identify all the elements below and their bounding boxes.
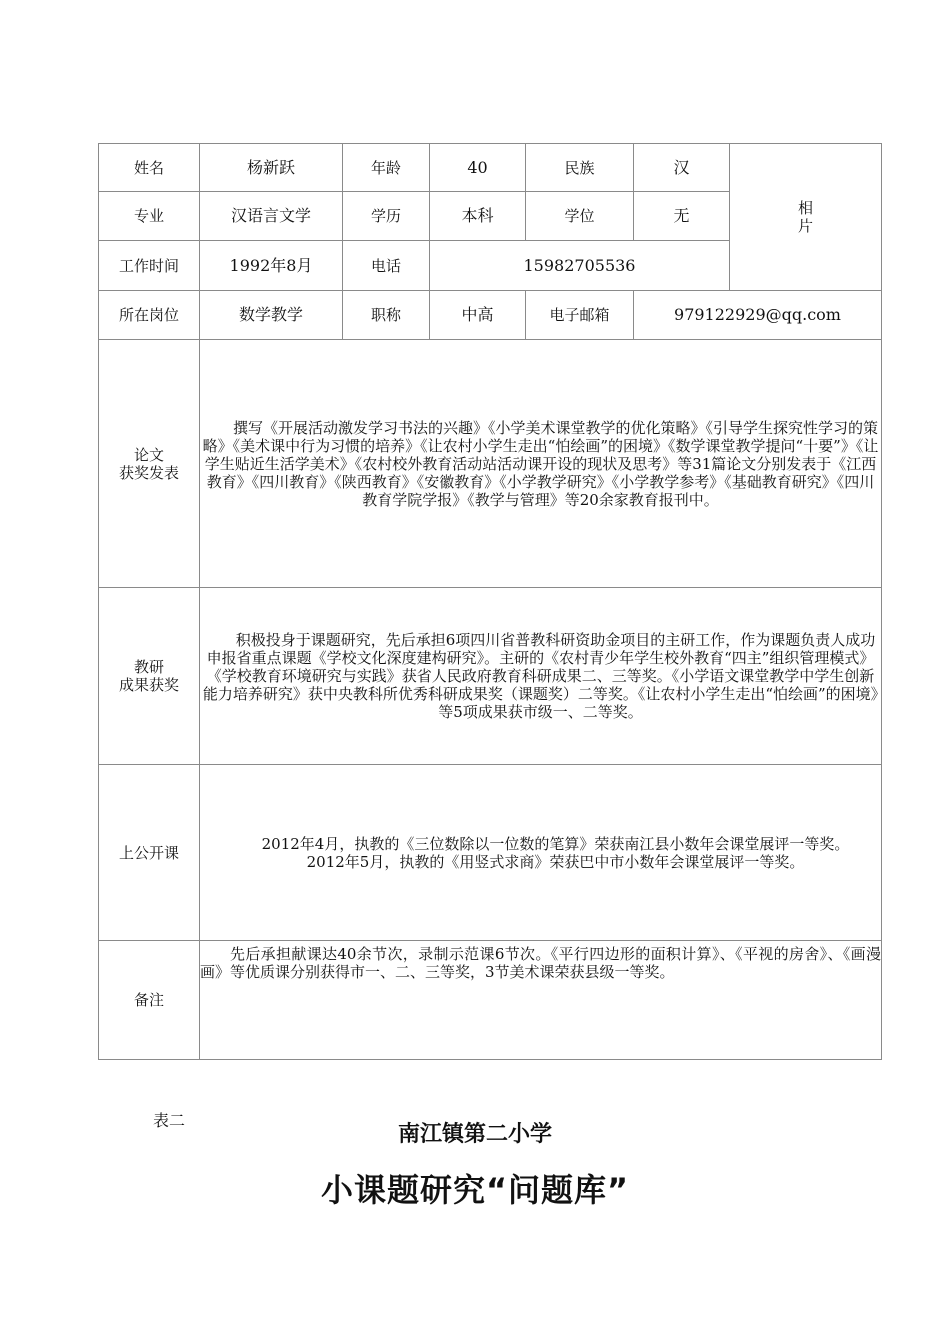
- research-content: [200, 588, 882, 765]
- email-value: 979122929@qq.com: [634, 291, 882, 340]
- open-class-content: [200, 765, 882, 941]
- phone-value: 15982705536: [430, 241, 730, 291]
- research-text: 积极投身于课题研究，先后承担6项四川省普教科研资助金项目的主研工作，作为课题负责人成功申报省重点课题《学校文化深度建构研究》。主研的《农村青少年学生校外教育“四主”组织管理模式》《学校教育环境研究与实践》获省人民政府教育科研成果二、三等奖。《小学语文课堂教学中学生创新能力培养研究》获中央教科所优秀科研成果奖（课题奖）二等奖。《让农村小学生走出“怕绘画”的困境》等5项成果获市级一、二等奖。: [202, 631, 879, 721]
- research-label-line1: 教研: [133, 658, 164, 676]
- email-label: 电子邮箱: [526, 291, 634, 340]
- post-label: 所在岗位: [99, 291, 200, 340]
- open-class-para-1: 2012年4月，执教的《三位数除以一位数的笔算》荣获南江县小数年会课堂展评一等奖。: [261, 834, 850, 853]
- title-value: 中高: [430, 291, 526, 340]
- education-label: 学历: [343, 192, 430, 241]
- name-label: 姓名: [99, 144, 200, 192]
- school-title: 南江镇第二小学: [397, 1122, 552, 1147]
- education-value: 本科: [430, 192, 526, 241]
- age-label: 年龄: [343, 144, 430, 192]
- remarks-label: 备注: [99, 941, 200, 1060]
- photo-label-1: 相: [797, 199, 813, 217]
- research-label: [99, 588, 200, 765]
- table2-note: 表二: [153, 1111, 186, 1130]
- papers-label: [99, 340, 200, 588]
- major-value: 汉语言文学: [200, 192, 343, 241]
- open-class-para-2: 2012年5月，执教的《用竖式求商》荣获巴中市小数年会课堂展评一等奖。: [306, 852, 805, 871]
- remarks-content: [200, 941, 882, 1060]
- remarks-text: 先后承担献课达40余节次，录制示范课6节次。《平行四边形的面积计算》、《平视的房舍》、《画漫画》等优质课分别获得市一、二、三等奖，3节美术课荣获县级一等奖。: [200, 945, 881, 981]
- photo-cell: [730, 144, 882, 291]
- papers-text: 撰写《开展活动激发学习书法的兴趣》《小学美术课堂教学的优化策略》《引导学生探究性学习的策略》《美术课中行为习惯的培养》《让农村小学生走出“怕绘画”的困境》《数学课堂教学提问“十要”》《让学生贴近生活学美术》《农村校外教育活动站活动课开设的现状及思考》等31篇论文分别发表于《江西教育》《四川教育》《陕西教育》《安徽教育》《小学教学研究》《小学教学参考》《基础教育研究》《四川教育学院学报》《教学与管理》等20余家教育报刊中。: [202, 418, 879, 509]
- research-label-line2: 成果获奖: [118, 676, 179, 694]
- papers-label-line2: 获奖发表: [118, 463, 179, 482]
- photo-label-2: 片: [797, 217, 813, 235]
- post-value: 数学教学: [200, 291, 343, 340]
- age-value: 40: [430, 144, 526, 192]
- title-label: 职称: [343, 291, 430, 340]
- ethnic-value: 汉: [634, 144, 730, 192]
- worktime-label: 工作时间: [99, 241, 200, 291]
- ethnic-label: 民族: [526, 144, 634, 192]
- papers-content: [200, 340, 882, 588]
- problem-bank-title: 小课题研究“问题库”: [320, 1171, 630, 1209]
- open-class-label: 上公开课: [99, 765, 200, 941]
- major-label: 专业: [99, 192, 200, 241]
- teacher-info-table: [98, 143, 881, 1059]
- degree-value: 无: [634, 192, 730, 241]
- worktime-value: 1992年8月: [200, 241, 343, 291]
- phone-label: 电话: [343, 241, 430, 291]
- papers-label-line1: 论文: [133, 445, 164, 464]
- name-value: 杨新跃: [200, 144, 343, 192]
- degree-label: 学位: [526, 192, 634, 241]
